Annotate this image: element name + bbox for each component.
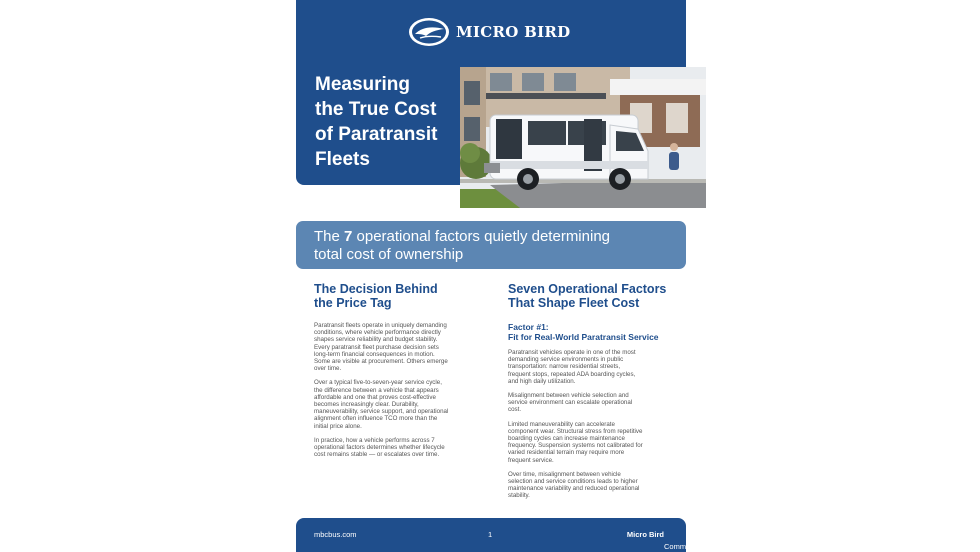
footer-brand: [626, 530, 705, 551]
body-paragraph: [508, 392, 678, 414]
title-line: Measuring: [315, 74, 411, 95]
line: conditions, where vehicle performance directly: [314, 329, 441, 337]
line: transportation: narrow residential streets,: [508, 363, 621, 371]
line: long-term financial consequences in motion.: [314, 350, 435, 358]
page-title: [315, 72, 465, 172]
line: Some are visible at procurement. Others emerge: [314, 358, 448, 366]
body-paragraph: [314, 379, 474, 429]
subtitle-banner: [296, 221, 686, 269]
footer-bar: [296, 518, 705, 552]
line: demanding service environments in public: [508, 356, 624, 364]
title-line: Fleets: [315, 149, 370, 170]
line: boarding cycles can increase maintenance: [508, 435, 625, 443]
line: frequency. Suspension systems not calibrated for: [508, 442, 643, 450]
banner-text: [314, 228, 674, 264]
paratransit-bus-photo: [460, 67, 706, 208]
banner-rest: operational factors quietly determining: [352, 228, 611, 245]
line: over time.: [314, 365, 342, 373]
line: maintenance variability and reduced operational: [508, 485, 640, 493]
banner-prefix: The: [314, 228, 345, 245]
brand-name: MICRO BIRD: [456, 23, 571, 41]
line: Paratransit fleets operate in uniquely demanding: [314, 322, 447, 329]
left-column: [314, 282, 474, 458]
line: operational factors determines whether lifecycle: [314, 444, 445, 452]
body-paragraph: [314, 437, 474, 459]
line: affordable and one that proves cost-effective: [314, 393, 436, 401]
brand-logo: [408, 16, 570, 48]
line: shapes service reliability and budget stability.: [314, 336, 438, 344]
footer-brand-bold: Micro Bird: [626, 530, 664, 539]
banner-line2: total cost of ownership: [314, 246, 464, 263]
banner-number: 7: [344, 228, 353, 245]
bus-illustration: [460, 67, 706, 208]
line: initial price alone.: [314, 422, 362, 430]
line: cost.: [508, 406, 522, 414]
title-line: of Paratransit: [315, 124, 438, 145]
footer-brand-rest: Commercial: [664, 542, 705, 551]
body-paragraph: [508, 349, 678, 385]
page-number: 1: [488, 530, 493, 539]
heading-line: Seven Operational Factors: [508, 282, 667, 296]
line: Limited maneuverability can accelerate: [508, 420, 615, 428]
line: Every paratransit fleet purchase decision sets: [314, 343, 439, 351]
factor-heading: [508, 322, 678, 342]
line: alignment often influence TCO more than the: [314, 415, 438, 423]
line: and high daily utilization.: [508, 377, 576, 385]
line: Misalignment between vehicle selection and: [508, 392, 629, 400]
heading-line: Fit for Real-World Paratransit Service: [508, 332, 659, 342]
line: becomes increasingly clear. Durability,: [314, 401, 419, 409]
line: In practice, how a vehicle performs across 7: [314, 436, 435, 444]
line: stability.: [508, 492, 530, 500]
body-paragraph: [508, 471, 678, 500]
body-paragraph: [508, 421, 678, 464]
footer-url[interactable]: mbcbus.com: [314, 530, 357, 539]
heading-line: The Decision Behind: [314, 282, 438, 296]
line: frequent service.: [508, 456, 554, 464]
line: varied residential terrain may require more: [508, 449, 625, 457]
line: component wear. Structural stress from repetitive: [508, 427, 643, 435]
line: Over a typical five-to-seven-year service cycle,: [314, 379, 442, 387]
line: selection and service conditions leads to higher: [508, 478, 638, 486]
section-heading: [508, 282, 678, 310]
line: maneuverability, service support, and operational: [314, 408, 449, 416]
title-line: the True Cost: [315, 99, 437, 120]
line: cost remains stable — or escalates over time.: [314, 451, 440, 459]
heading-line: Factor #1:: [508, 322, 549, 332]
line: service environment can escalate operational: [508, 399, 633, 407]
line: Over time, misalignment between vehicle: [508, 470, 621, 478]
heading-line: the Price Tag: [314, 296, 392, 310]
line: frequent stops, repeated ADA boarding cycles,: [508, 370, 636, 378]
document-page: [296, 0, 706, 552]
section-heading: [314, 282, 474, 310]
body-paragraph: [314, 322, 474, 372]
bird-emblem-icon: [408, 17, 450, 47]
line: Paratransit vehicles operate in one of the most: [508, 349, 636, 356]
line: the difference between a vehicle that appears: [314, 386, 439, 394]
right-column: [508, 282, 678, 500]
heading-line: That Shape Fleet Cost: [508, 296, 640, 310]
